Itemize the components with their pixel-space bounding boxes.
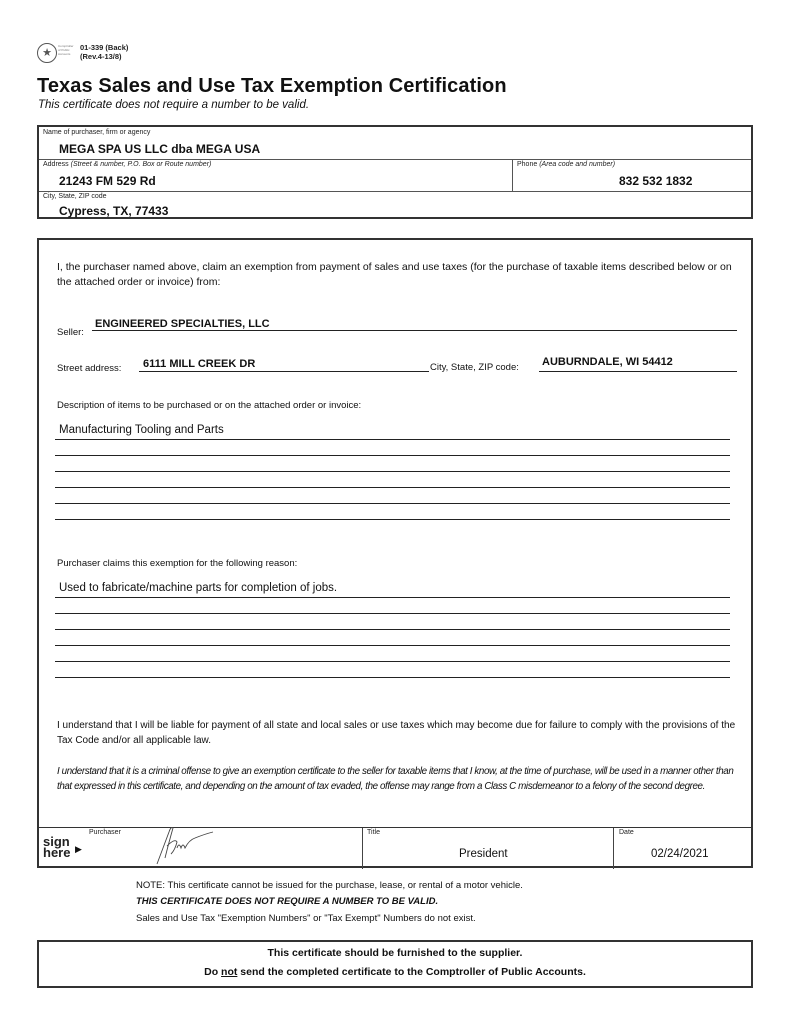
purchaser-address-row (39, 159, 751, 192)
purchaser-phone-label (517, 161, 615, 168)
texas-seal-icon: ★ (37, 43, 57, 63)
note-motor-vehicle: NOTE: This certificate cannot be issued for the purchase, lease, or rental of a motor vehicle. (136, 880, 523, 891)
reason-line[interactable] (55, 661, 730, 662)
purchaser-city-field[interactable]: Cypress, TX, 77433 (59, 204, 169, 218)
furnish-notice-box (37, 940, 753, 988)
seller-street-field[interactable]: 6111 MILL CREEK DR (143, 358, 256, 370)
seller-label: Seller: (57, 327, 84, 338)
title-divider (362, 828, 363, 869)
liability-statement: I understand that I will be liable for payment of all state and local sales or use taxes which may become due for failure to comply with the provisions of the Tax Code and/or all applicable law. (57, 720, 736, 746)
reason-line[interactable] (55, 677, 730, 678)
exemption-claim-box (37, 238, 753, 868)
page-title: Texas Sales and Use Tax Exemption Certification (37, 75, 507, 97)
seller-city-label: City, State, ZIP code: (430, 362, 519, 373)
date-field[interactable]: 02/24/2021 (651, 848, 709, 860)
seller-street-label: Street address: (57, 363, 122, 374)
sign-here-line1: sign (43, 834, 70, 849)
purchaser-city-label: City, State, ZIP code (43, 193, 107, 200)
reason-line[interactable] (55, 597, 730, 598)
description-line[interactable] (55, 487, 730, 488)
purchaser-signature-field[interactable] (149, 818, 219, 868)
signature-row (39, 827, 751, 869)
description-line[interactable] (55, 519, 730, 520)
seller-city-field[interactable]: AUBURNDALE, WI 54412 (542, 356, 673, 368)
date-label: Date (619, 829, 634, 836)
description-line[interactable] (55, 503, 730, 504)
note-no-number: THIS CERTIFICATE DOES NOT REQUIRE A NUMBER TO BE VALID. (136, 896, 439, 907)
date-divider (613, 828, 614, 869)
reason-line[interactable] (55, 645, 730, 646)
title-label: Title (367, 829, 380, 836)
reason-line-text: Used to fabricate/machine parts for completion of jobs. (59, 582, 338, 594)
description-line[interactable] (55, 471, 730, 472)
furnish-notice-line2 (39, 966, 751, 978)
purchaser-signature-label: Purchaser (89, 829, 121, 836)
description-line[interactable] (55, 439, 730, 440)
page-subtitle: This certificate does not require a number to be valid. (38, 99, 310, 111)
furnish-notice-line1: This certificate should be furnished to the supplier. (267, 947, 523, 959)
purchaser-name-row (39, 127, 751, 160)
description-label: Description of items to be purchased or on the attached order or invoice: (57, 400, 362, 411)
address-label-text: Address (43, 161, 69, 168)
purchaser-phone-field[interactable]: 832 532 1832 (619, 174, 693, 188)
form-number-block (80, 43, 128, 61)
purchaser-address-field[interactable]: 21243 FM 529 Rd (59, 174, 156, 188)
notice-line2-pre: Do (204, 966, 222, 978)
sign-here-arrow-icon: ▶ (75, 844, 82, 854)
purchaser-name-field[interactable]: MEGA SPA US LLC dba MEGA USA (59, 142, 261, 156)
seller-underline (92, 330, 737, 331)
form-number: 01-339 (Back) (80, 43, 129, 52)
note-exempt-numbers: Sales and Use Tax "Exemption Numbers" or "Tax Exempt" Numbers do not exist. (136, 913, 476, 924)
seller-street-underline (139, 371, 429, 372)
sign-here-line2: here (43, 845, 71, 860)
seller-city-underline (539, 371, 737, 372)
reason-line[interactable] (55, 629, 730, 630)
description-line-text: Manufacturing Tooling and Parts (59, 424, 224, 436)
intro-statement: I, the purchaser named above, claim an exemption from payment of sales and use taxes (for the purchase of taxable items described below or on the attached order or invoice) from: (57, 261, 732, 288)
phone-divider (512, 159, 513, 191)
reason-line[interactable] (55, 613, 730, 614)
phone-label-hint: (Area code and number) (539, 161, 616, 168)
address-label-hint: (Street & number, P.O. Box or Route number) (70, 161, 212, 168)
description-line[interactable] (55, 455, 730, 456)
purchaser-address-label (43, 161, 211, 168)
purchaser-city-row (39, 191, 751, 219)
seal-caption: Comptroller of Public Accounts (58, 44, 74, 56)
criminal-offense-statement: I understand that it is a criminal offense to give an exemption certificate to the seller for taxable items that I know, at the time of purchase, will be used in a manner other than that expressed in this certificate, and depending on the amount of tax evaded, the offense may range from a Class C misdemeanor to a felony of the second degree. (57, 766, 734, 792)
reason-label: Purchaser claims this exemption for the following reason: (57, 558, 298, 569)
purchaser-name-label: Name of purchaser, firm or agency (43, 129, 151, 136)
purchaser-info-box (37, 125, 753, 219)
signature-scribble (157, 828, 213, 865)
seller-field[interactable]: ENGINEERED SPECIALTIES, LLC (95, 318, 270, 330)
phone-label-text: Phone (517, 161, 538, 168)
form-revision: (Rev.4-13/8) (80, 52, 122, 61)
notice-line2-emphasis: not (221, 966, 238, 978)
title-field[interactable]: President (459, 848, 508, 860)
notice-line2-post: send the completed certificate to the Comptroller of Public Accounts. (237, 966, 586, 978)
sign-here-marker (43, 836, 70, 858)
